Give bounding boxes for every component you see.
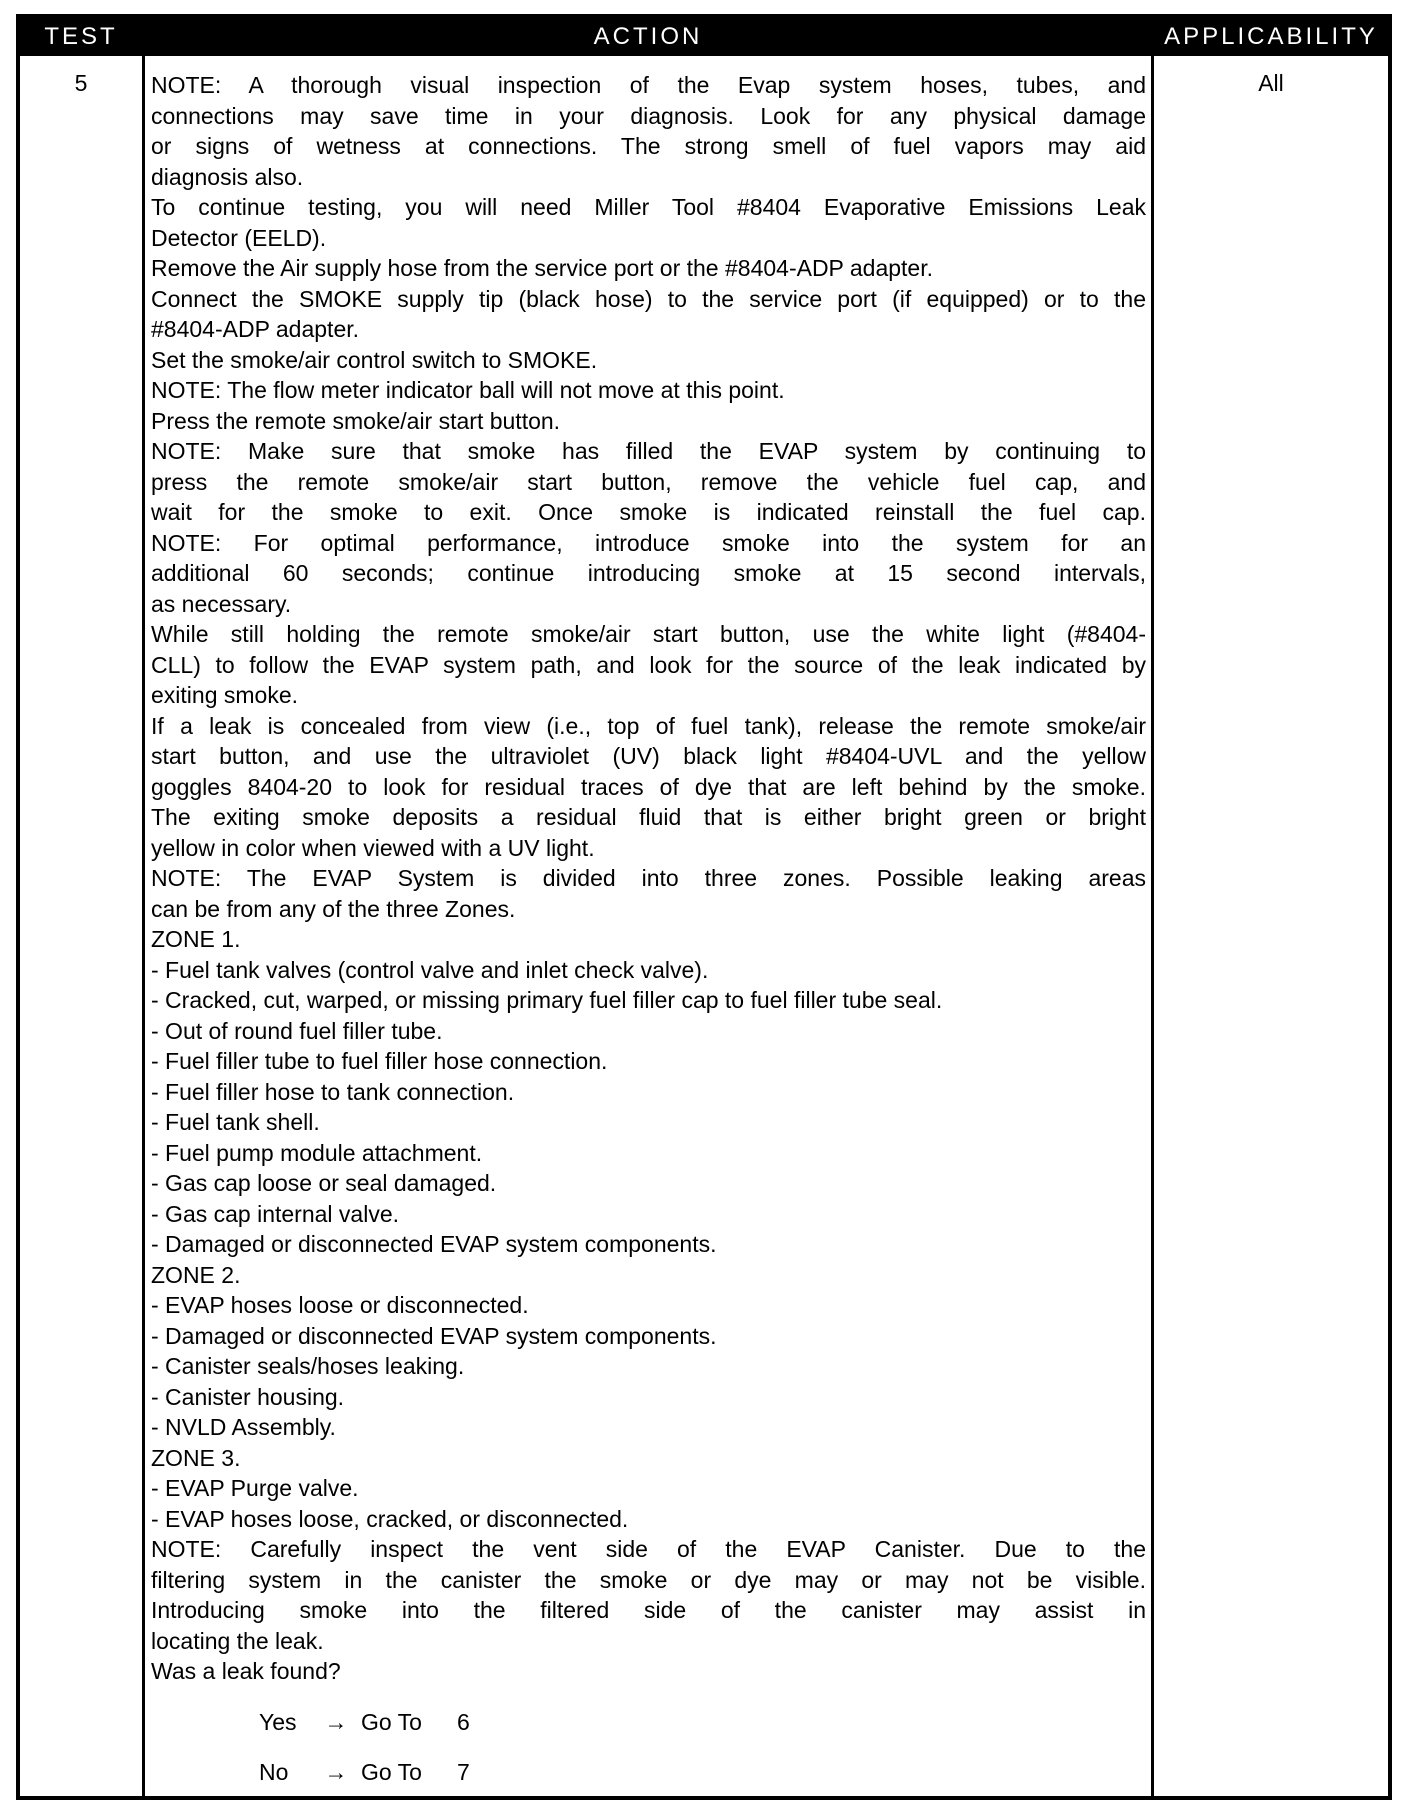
action-lines [151,70,1146,1687]
action-line: NOTE: The flow meter indicator ball will not move at this point. [151,377,785,403]
action-line: yellow in color when viewed with a UV light. [151,834,595,861]
action-line: - Out of round fuel filler tube. [151,1017,443,1044]
action-line: ZONE 1. [151,926,241,952]
action-line: #8404-ADP adapter. [151,316,360,342]
action-line: - Fuel tank valves (control valve and inlet check valve). [151,956,709,983]
action-line: - EVAP hoses loose or disconnected. [151,1292,529,1318]
applicability-value: All [1258,70,1284,96]
action-line: NOTE: Carefully inspect the vent side of the EVAP Canister. Due to the [151,1536,1146,1562]
action-line: Remove the Air supply hose from the service port or the #8404-ADP adapter. [151,255,933,281]
action-line: NOTE: For optimal performance, introduce smoke into the system for an [151,529,1146,556]
action-line: or signs of wetness at connections. The strong smell of fuel vapors may aid [151,133,1146,159]
goto-label: Go To [361,1758,422,1785]
action-line: diagnosis also. [151,163,304,190]
action-line: can be from any of the three Zones. [151,895,516,922]
action-text [151,70,1146,1807]
header-test: TEST [20,18,142,56]
goto-label: Go To [361,1708,422,1735]
action-line: Connect the SMOKE supply tip (black hose) to the service port (if equipped) or to the [151,285,1146,312]
action-line: - Gas cap internal valve. [151,1200,400,1227]
goto-answer: Yes [259,1708,297,1735]
action-line: connections may save time in your diagnosis. Look for any physical damage [151,102,1146,129]
column-divider-1 [142,18,145,1796]
action-line: Detector (EELD). [151,224,327,251]
action-line: - Canister seals/hoses leaking. [151,1353,465,1379]
action-line: - Cracked, cut, warped, or missing primary fuel filler cap to fuel filler tube seal. [151,987,943,1013]
action-line: additional 60 seconds; continue introducing smoke at 15 second intervals, [151,560,1146,586]
header-applicability: APPLICABILITY [1154,18,1388,56]
diagnostic-table [16,14,1392,1800]
arrow-icon: → [324,1758,348,1785]
action-line: - EVAP hoses loose, cracked, or disconnected. [151,1505,629,1532]
goto-target: 7 [457,1758,470,1785]
test-number: 5 [74,70,88,96]
header-action: ACTION [145,18,1151,56]
action-line: - EVAP Purge valve. [151,1475,359,1501]
action-line: NOTE: Make sure that smoke has filled the EVAP system by continuing to [151,438,1146,464]
action-line: - Canister housing. [151,1383,345,1410]
action-line: as necessary. [151,590,292,617]
arrow-icon: → [324,1708,348,1735]
action-line: Was a leak found? [151,1658,341,1684]
column-divider-2 [1151,18,1154,1796]
action-line: NOTE: The EVAP System is divided into three zones. Possible leaking areas [151,865,1146,891]
action-line: goggles 8404-20 to look for residual traces of dye that are left behind by the smoke. [151,773,1146,800]
action-line: filtering system in the canister the smoke or dye may or may not be visible. [151,1566,1146,1593]
action-line: - Fuel filler hose to tank connection. [151,1078,515,1105]
action-line: ZONE 2. [151,1261,241,1288]
action-line: - Fuel filler tube to fuel filler hose connection. [151,1048,608,1074]
action-line: NOTE: A thorough visual inspection of the Evap system hoses, tubes, and [151,72,1146,98]
action-line: - Gas cap loose or seal damaged. [151,1170,497,1196]
action-line: - Fuel pump module attachment. [151,1139,483,1166]
action-line: start button, and use the ultraviolet (UV) black light #8404-UVL and the yellow [151,743,1146,769]
action-line: press the remote smoke/air start button, remove the vehicle fuel cap, and [151,468,1146,495]
action-line: exiting smoke. [151,682,299,708]
action-line: - Damaged or disconnected EVAP system components. [151,1231,717,1257]
action-line: - Fuel tank shell. [151,1109,320,1135]
action-line: Introducing smoke into the filtered side of the canister may assist in [151,1597,1146,1623]
action-line: wait for the smoke to exit. Once smoke is indicated reinstall the fuel cap. [151,499,1146,525]
action-line: ZONE 3. [151,1444,241,1471]
action-line: The exiting smoke deposits a residual fluid that is either bright green or bright [151,804,1146,830]
action-line: If a leak is concealed from view (i.e., top of fuel tank), release the remote smoke/air [151,712,1146,739]
goto-no [259,1757,1146,1787]
goto-answer: No [259,1758,289,1785]
action-line: While still holding the remote smoke/air start button, use the white light (#8404- [151,621,1146,647]
action-line: Press the remote smoke/air start button. [151,407,561,434]
goto-list [151,1707,1146,1787]
action-line: - Damaged or disconnected EVAP system components. [151,1322,717,1349]
action-line: CLL) to follow the EVAP system path, and look for the source of the leak indicated by [151,651,1146,678]
action-line: - NVLD Assembly. [151,1414,336,1440]
action-line: locating the leak. [151,1627,324,1654]
goto-yes [259,1707,1146,1737]
goto-target: 6 [457,1708,470,1735]
action-line: Set the smoke/air control switch to SMOKE. [151,346,598,373]
action-line: To continue testing, you will need Miller Tool #8404 Evaporative Emissions Leak [151,194,1146,220]
